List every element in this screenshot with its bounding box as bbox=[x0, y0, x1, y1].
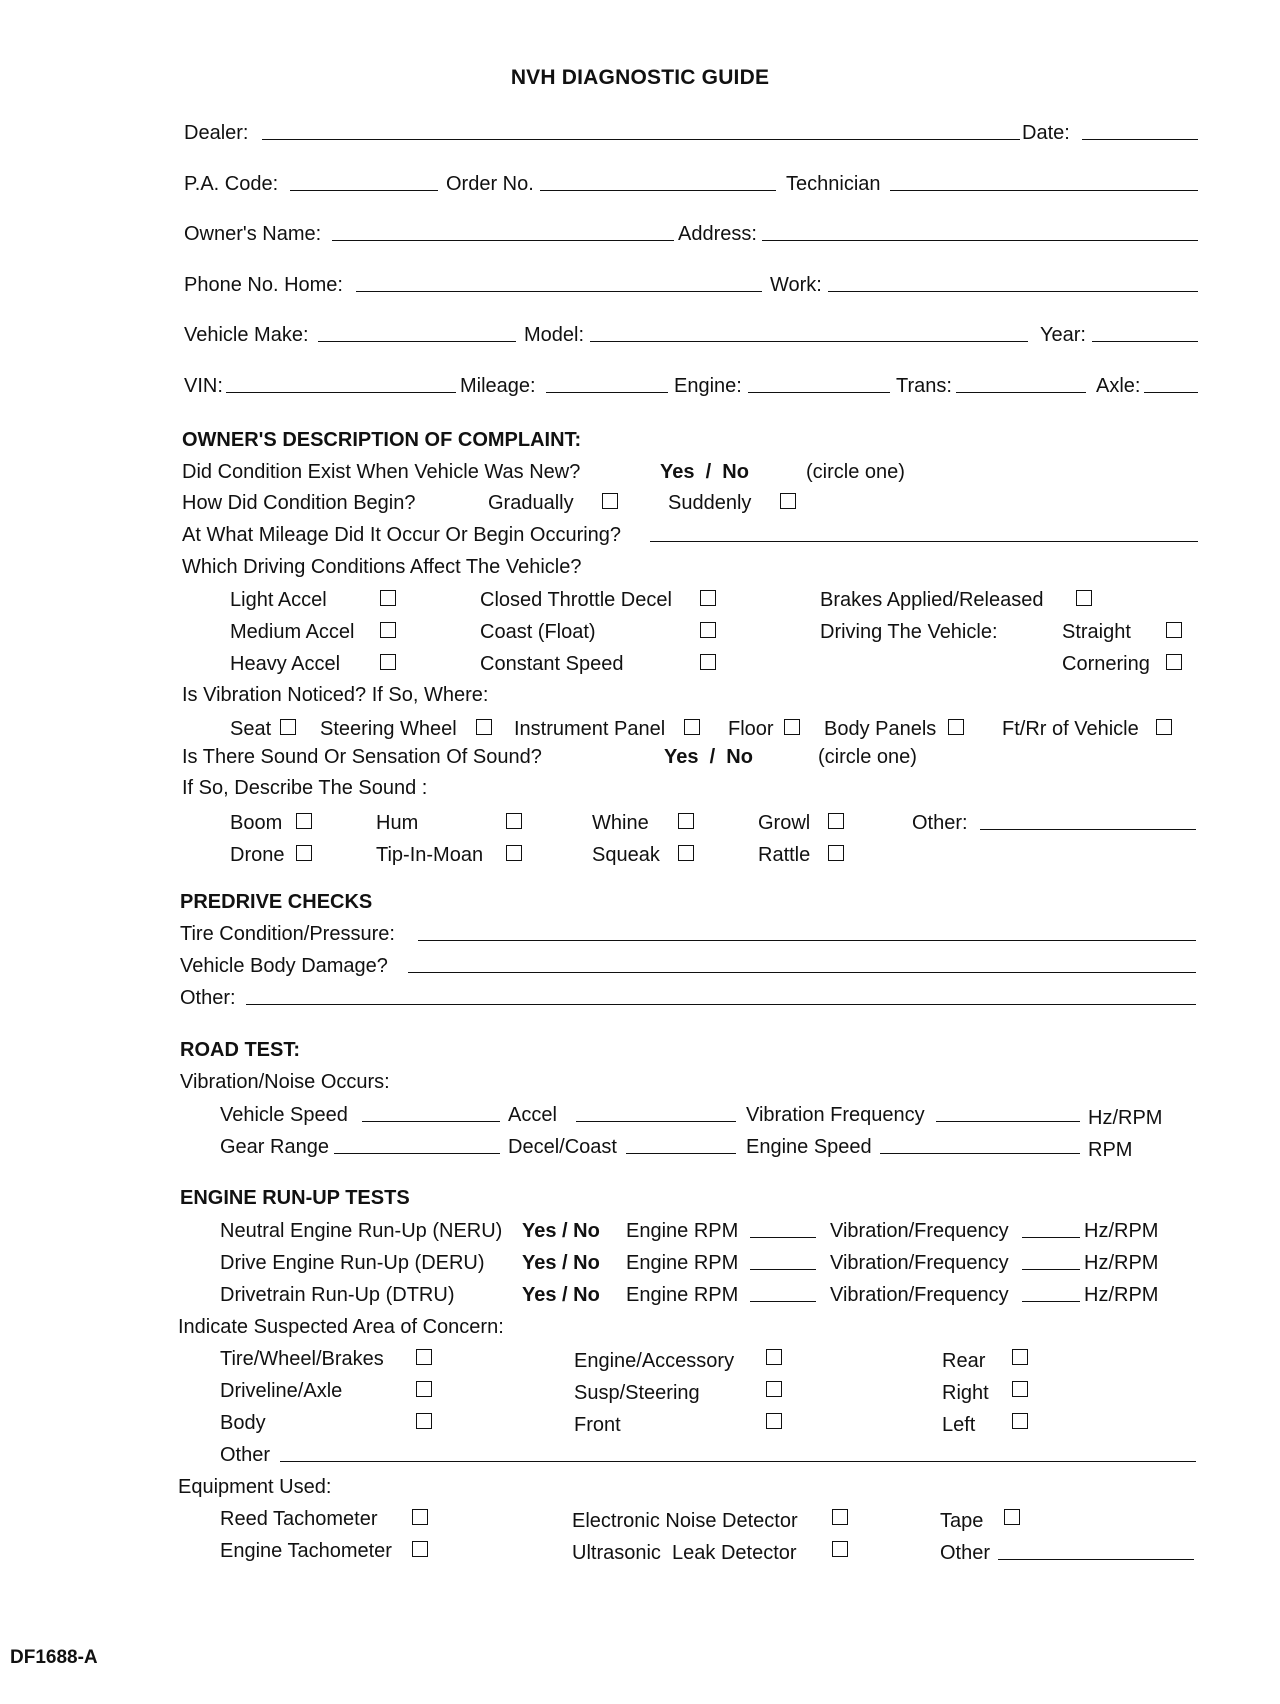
model-field[interactable] bbox=[590, 341, 1028, 342]
leak-detector-label: Ultrasonic Leak Detector bbox=[572, 1542, 797, 1564]
pa-code-label: P.A. Code: bbox=[184, 173, 279, 195]
predrive-other-label: Other: bbox=[180, 987, 236, 1009]
runup-row-name: Drivetrain Run-Up (DTRU) bbox=[220, 1284, 455, 1306]
year-field[interactable] bbox=[1092, 341, 1198, 342]
q-vibration: Is Vibration Noticed? If So, Where: bbox=[182, 684, 489, 706]
heavy-accel-checkbox[interactable] bbox=[380, 654, 396, 670]
coast-checkbox[interactable] bbox=[700, 622, 716, 638]
drone-checkbox[interactable] bbox=[296, 845, 312, 861]
axle-field[interactable] bbox=[1144, 392, 1198, 393]
whine-label: Whine bbox=[592, 812, 649, 834]
constant-speed-label: Constant Speed bbox=[480, 653, 624, 675]
phone-home-label: Phone No. Home: bbox=[184, 274, 343, 296]
page-title: NVH DIAGNOSTIC GUIDE bbox=[510, 66, 770, 89]
growl-label: Growl bbox=[758, 812, 811, 834]
road-test-heading: ROAD TEST: bbox=[180, 1039, 300, 1061]
engine-speed-label: Engine Speed bbox=[746, 1136, 872, 1158]
steering-wheel-checkbox[interactable] bbox=[476, 719, 492, 735]
coast-label: Coast (Float) bbox=[480, 621, 596, 643]
gradually-label: Gradually bbox=[488, 492, 574, 514]
decel-coast-field[interactable] bbox=[626, 1153, 736, 1154]
gear-range-label: Gear Range bbox=[220, 1136, 329, 1158]
q-describe: If So, Describe The Sound : bbox=[182, 777, 428, 799]
closed-throttle-checkbox[interactable] bbox=[700, 590, 716, 606]
susp-checkbox[interactable] bbox=[766, 1381, 782, 1397]
q-begin: How Did Condition Begin? bbox=[182, 492, 416, 514]
susp-label: Susp/Steering bbox=[574, 1382, 700, 1404]
runup-engine-rpm-field[interactable] bbox=[750, 1301, 816, 1302]
circle-one-sound: (circle one) bbox=[818, 746, 917, 768]
runup-vib-label: Vibration/Frequency bbox=[830, 1220, 1009, 1242]
concern-other-field[interactable] bbox=[280, 1461, 1196, 1462]
work-label: Work: bbox=[770, 274, 822, 296]
equipment-other-label: Other bbox=[940, 1542, 991, 1564]
floor-label: Floor bbox=[728, 718, 774, 740]
right-label: Right bbox=[942, 1382, 989, 1404]
gear-range-field[interactable] bbox=[334, 1153, 500, 1154]
brakes-label: Brakes Applied/Released bbox=[820, 589, 1044, 611]
runup-vib-field[interactable] bbox=[1022, 1301, 1080, 1302]
phone-home-field[interactable] bbox=[356, 291, 762, 292]
dealer-field[interactable] bbox=[262, 139, 1020, 140]
other-sound-field[interactable] bbox=[980, 829, 1196, 830]
dealer-label: Dealer: bbox=[184, 122, 249, 144]
order-no-field[interactable] bbox=[540, 190, 776, 191]
reed-checkbox[interactable] bbox=[412, 1509, 428, 1525]
driveline-checkbox[interactable] bbox=[416, 1381, 432, 1397]
tire-label: Tire Condition/Pressure: bbox=[180, 923, 395, 945]
squeak-label: Squeak bbox=[592, 844, 660, 866]
equipment-heading: Equipment Used: bbox=[178, 1476, 332, 1498]
heavy-accel-label: Heavy Accel bbox=[230, 653, 341, 675]
left-checkbox[interactable] bbox=[1012, 1413, 1028, 1429]
rattle-label: Rattle bbox=[758, 844, 811, 866]
brakes-checkbox[interactable] bbox=[1076, 590, 1092, 606]
form-code: DF1688-A bbox=[10, 1647, 98, 1668]
axle-label: Axle: bbox=[1096, 375, 1141, 397]
tire-wheel-checkbox[interactable] bbox=[416, 1349, 432, 1365]
decel-coast-label: Decel/Coast bbox=[508, 1136, 617, 1158]
vin-label: VIN: bbox=[184, 375, 223, 397]
vib-freq-field[interactable] bbox=[936, 1121, 1080, 1122]
runup-vib-label: Vibration/Frequency bbox=[830, 1284, 1009, 1306]
squeak-checkbox[interactable] bbox=[678, 845, 694, 861]
floor-checkbox[interactable] bbox=[784, 719, 800, 735]
owners-name-field[interactable] bbox=[332, 240, 674, 241]
body-label: Body bbox=[220, 1412, 266, 1434]
instrument-panel-checkbox[interactable] bbox=[684, 719, 700, 735]
pa-code-field[interactable] bbox=[290, 190, 438, 191]
front-checkbox[interactable] bbox=[766, 1413, 782, 1429]
yes-no-sound[interactable]: Yes / No bbox=[664, 746, 753, 768]
engine-field[interactable] bbox=[748, 392, 890, 393]
tape-checkbox[interactable] bbox=[1004, 1509, 1020, 1525]
runup-yes-no[interactable]: Yes / No bbox=[522, 1220, 600, 1242]
suddenly-label: Suddenly bbox=[668, 492, 752, 514]
drone-label: Drone bbox=[230, 844, 285, 866]
mileage-label: Mileage: bbox=[460, 375, 536, 397]
seat-checkbox[interactable] bbox=[280, 719, 296, 735]
circle-one-label: (circle one) bbox=[806, 461, 905, 483]
predrive-other-field[interactable] bbox=[246, 1004, 1196, 1005]
hz-rpm-label: Hz/RPM bbox=[1088, 1107, 1163, 1129]
driveline-label: Driveline/Axle bbox=[220, 1380, 343, 1402]
date-field[interactable] bbox=[1082, 139, 1198, 140]
q-sound: Is There Sound Or Sensation Of Sound? bbox=[182, 746, 542, 768]
gradually-checkbox[interactable] bbox=[602, 493, 618, 509]
medium-accel-label: Medium Accel bbox=[230, 621, 355, 643]
order-no-label: Order No. bbox=[446, 173, 534, 195]
ft-rr-label: Ft/Rr of Vehicle bbox=[1002, 718, 1139, 740]
body-damage-field[interactable] bbox=[408, 972, 1196, 973]
whine-checkbox[interactable] bbox=[678, 813, 694, 829]
right-checkbox[interactable] bbox=[1012, 1381, 1028, 1397]
leak-detector-checkbox[interactable] bbox=[832, 1541, 848, 1557]
technician-label: Technician bbox=[786, 173, 881, 195]
cornering-checkbox[interactable] bbox=[1166, 654, 1182, 670]
engine-acc-label: Engine/Accessory bbox=[574, 1350, 735, 1372]
runup-yes-no[interactable]: Yes / No bbox=[522, 1284, 600, 1306]
hum-label: Hum bbox=[376, 812, 419, 834]
rattle-checkbox[interactable] bbox=[828, 845, 844, 861]
steering-wheel-label: Steering Wheel bbox=[320, 718, 457, 740]
noise-detector-checkbox[interactable] bbox=[832, 1509, 848, 1525]
vehicle-make-label: Vehicle Make: bbox=[184, 324, 309, 346]
noise-detector-label: Electronic Noise Detector bbox=[572, 1510, 798, 1532]
q-conditions: Which Driving Conditions Affect The Vehicle? bbox=[182, 556, 582, 578]
model-label: Model: bbox=[524, 324, 585, 346]
concern-other-label: Other bbox=[220, 1444, 271, 1466]
boom-checkbox[interactable] bbox=[296, 813, 312, 829]
body-damage-label: Vehicle Body Damage? bbox=[180, 955, 388, 977]
owners-name-label: Owner's Name: bbox=[184, 223, 322, 245]
mileage-field[interactable] bbox=[546, 392, 668, 393]
straight-checkbox[interactable] bbox=[1166, 622, 1182, 638]
body-checkbox[interactable] bbox=[416, 1413, 432, 1429]
tip-in-moan-checkbox[interactable] bbox=[506, 845, 522, 861]
engine-speed-field[interactable] bbox=[880, 1153, 1080, 1154]
q-mileage: At What Mileage Did It Occur Or Begin Occuring? bbox=[182, 524, 622, 546]
runup-row-name: Drive Engine Run-Up (DERU) bbox=[220, 1252, 485, 1274]
tire-field[interactable] bbox=[418, 940, 1196, 941]
technician-field[interactable] bbox=[890, 190, 1198, 191]
vin-field[interactable] bbox=[226, 392, 456, 393]
engine-label: Engine: bbox=[674, 375, 742, 397]
vib-freq-label: Vibration Frequency bbox=[746, 1104, 925, 1126]
equipment-other-field[interactable] bbox=[998, 1559, 1194, 1560]
tape-label: Tape bbox=[940, 1510, 984, 1532]
straight-label: Straight bbox=[1062, 621, 1131, 643]
runup-unit: Hz/RPM bbox=[1084, 1220, 1159, 1242]
tire-wheel-label: Tire/Wheel/Brakes bbox=[220, 1348, 384, 1370]
other-sound-label: Other: bbox=[912, 812, 968, 834]
vehicle-speed-field[interactable] bbox=[362, 1121, 500, 1122]
runup-heading: ENGINE RUN-UP TESTS bbox=[180, 1187, 410, 1209]
tip-in-moan-label: Tip-In-Moan bbox=[376, 844, 484, 866]
left-label: Left bbox=[942, 1414, 976, 1436]
body-panels-label: Body Panels bbox=[824, 718, 937, 740]
vehicle-speed-label: Vehicle Speed bbox=[220, 1104, 348, 1126]
growl-checkbox[interactable] bbox=[828, 813, 844, 829]
rear-label: Rear bbox=[942, 1350, 986, 1372]
runup-vib-field[interactable] bbox=[1022, 1237, 1080, 1238]
suddenly-checkbox[interactable] bbox=[780, 493, 796, 509]
engine-acc-checkbox[interactable] bbox=[766, 1349, 782, 1365]
date-label: Date: bbox=[1022, 122, 1070, 144]
trans-label: Trans: bbox=[896, 375, 952, 397]
runup-engine-rpm-field[interactable] bbox=[750, 1237, 816, 1238]
predrive-heading: PREDRIVE CHECKS bbox=[180, 891, 373, 913]
hum-checkbox[interactable] bbox=[506, 813, 522, 829]
q-new: Did Condition Exist When Vehicle Was New? bbox=[182, 461, 581, 483]
runup-engine-rpm-field[interactable] bbox=[750, 1269, 816, 1270]
ft-rr-checkbox[interactable] bbox=[1156, 719, 1172, 735]
reed-label: Reed Tachometer bbox=[220, 1508, 378, 1530]
runup-row-name: Neutral Engine Run-Up (NERU) bbox=[220, 1220, 503, 1242]
work-field[interactable] bbox=[828, 291, 1198, 292]
runup-engine-rpm-label: Engine RPM bbox=[626, 1220, 739, 1242]
mileage-occur-field[interactable] bbox=[650, 541, 1198, 542]
boom-label: Boom bbox=[230, 812, 283, 834]
light-accel-checkbox[interactable] bbox=[380, 590, 396, 606]
instrument-panel-label: Instrument Panel bbox=[514, 718, 666, 740]
complaint-heading: OWNER'S DESCRIPTION OF COMPLAINT: bbox=[182, 429, 582, 451]
body-panels-checkbox[interactable] bbox=[948, 719, 964, 735]
accel-field[interactable] bbox=[576, 1121, 736, 1122]
trans-field[interactable] bbox=[956, 392, 1086, 393]
address-label: Address: bbox=[678, 223, 757, 245]
rear-checkbox[interactable] bbox=[1012, 1349, 1028, 1365]
runup-unit: Hz/RPM bbox=[1084, 1252, 1159, 1274]
cornering-label: Cornering bbox=[1062, 653, 1150, 675]
light-accel-label: Light Accel bbox=[230, 589, 327, 611]
year-label: Year: bbox=[1040, 324, 1086, 346]
concern-heading: Indicate Suspected Area of Concern: bbox=[178, 1316, 504, 1338]
runup-engine-rpm-label: Engine RPM bbox=[626, 1284, 739, 1306]
runup-vib-label: Vibration/Frequency bbox=[830, 1252, 1009, 1274]
front-label: Front bbox=[574, 1414, 621, 1436]
address-field[interactable] bbox=[762, 240, 1198, 241]
runup-yes-no[interactable]: Yes / No bbox=[522, 1252, 600, 1274]
runup-engine-rpm-label: Engine RPM bbox=[626, 1252, 739, 1274]
constant-speed-checkbox[interactable] bbox=[700, 654, 716, 670]
seat-label: Seat bbox=[230, 718, 272, 740]
rpm-label: RPM bbox=[1088, 1139, 1133, 1161]
closed-throttle-label: Closed Throttle Decel bbox=[480, 589, 672, 611]
yes-no-new[interactable]: Yes / No bbox=[660, 461, 749, 483]
medium-accel-checkbox[interactable] bbox=[380, 622, 396, 638]
runup-vib-field[interactable] bbox=[1022, 1269, 1080, 1270]
vehicle-make-field[interactable] bbox=[318, 341, 516, 342]
engine-tach-checkbox[interactable] bbox=[412, 1541, 428, 1557]
runup-unit: Hz/RPM bbox=[1084, 1284, 1159, 1306]
driving-vehicle-label: Driving The Vehicle: bbox=[820, 621, 998, 643]
engine-tach-label: Engine Tachometer bbox=[220, 1540, 392, 1562]
accel-label: Accel bbox=[508, 1104, 557, 1126]
occurs-label: Vibration/Noise Occurs: bbox=[180, 1071, 390, 1093]
